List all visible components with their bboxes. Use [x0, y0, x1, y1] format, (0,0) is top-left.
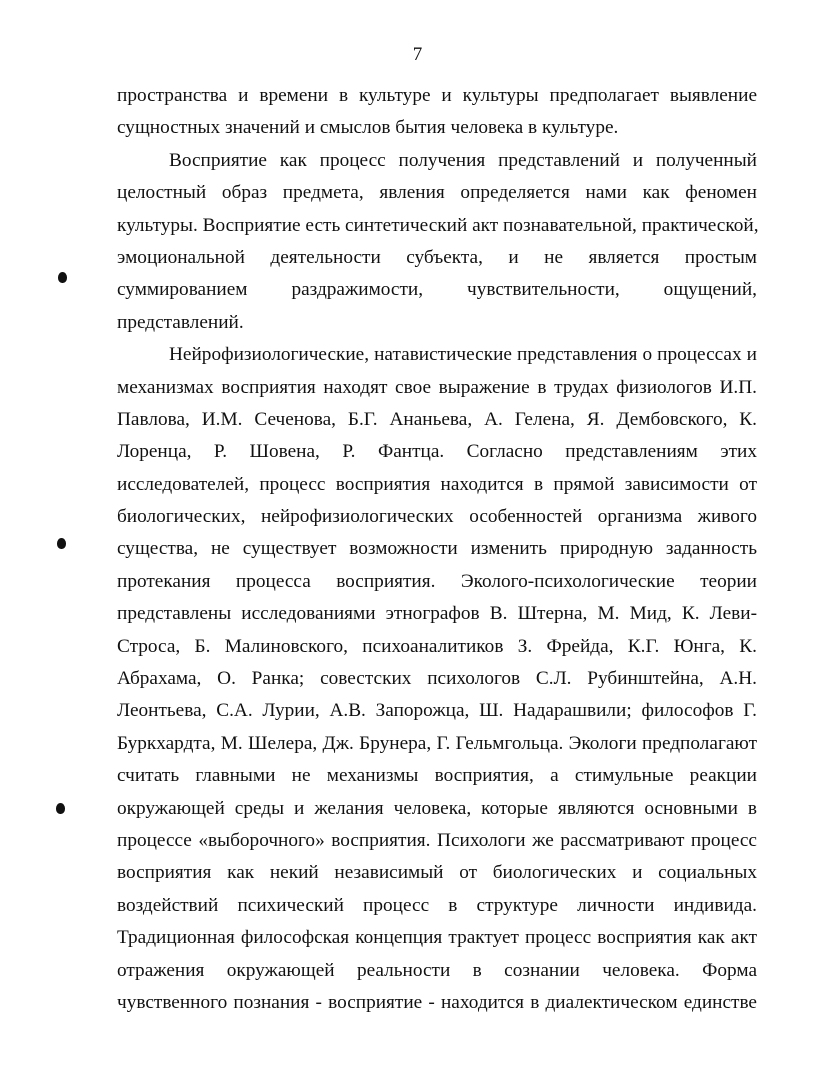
- text-line: представлений.: [117, 311, 244, 333]
- text-line: Восприятие как процесс получения представлений и полученный: [169, 149, 757, 171]
- text-line: биологических, нейрофизиологических особенностей организма живого: [117, 506, 757, 528]
- text-line: Буркхардта, М. Шелера, Дж. Брунера, Г. Гельмгольца. Экологи предполагают: [117, 732, 757, 754]
- text-line: восприятия как некий независимый от биологических и социальных: [117, 862, 757, 884]
- text-line: чувственного познания - восприятие - находится в диалектическом единстве: [117, 991, 757, 1013]
- text-line: протекания процесса восприятия. Эколого-психологические теории: [117, 570, 757, 592]
- page-number: 7: [412, 44, 423, 65]
- text-line: Лоренца, Р. Шовена, Р. Фантца. Согласно представлениям этих: [117, 441, 757, 463]
- text-line: считать главными не механизмы восприятия, а стимульные реакции: [117, 765, 757, 787]
- text-line: Леонтьева, С.А. Лурии, А.В. Запорожца, Ш. Надарашвили; философов Г.: [117, 700, 757, 722]
- body-text: [117, 80, 757, 1019]
- text-line: суммированием раздражимости, чувствительности, ощущений,: [117, 279, 757, 301]
- text-line: окружающей среды и желания человека, которые являются основными в: [117, 797, 757, 819]
- text-line: отражения окружающей реальности в сознании человека. Форма: [117, 959, 757, 981]
- binding-hole-mark: [56, 803, 65, 814]
- binding-hole-mark: [57, 538, 66, 549]
- text-line: Строса, Б. Малиновского, психоаналитиков З. Фрейда, К.Г. Юнга, К.: [117, 635, 757, 657]
- text-line: исследователей, процесс восприятия находится в прямой зависимости от: [117, 473, 757, 495]
- text-line: механизмах восприятия находят свое выражение в трудах физиологов И.П.: [117, 376, 757, 398]
- text-line: пространства и времени в культуре и культуры предполагает выявление: [117, 85, 757, 106]
- text-line: эмоциональной деятельности субъекта, и не является простым: [117, 246, 757, 268]
- text-line: представлены исследованиями этнографов В. Штерна, М. Мид, К. Леви-: [117, 603, 757, 625]
- text-line: Нейрофизиологические, натавистические представления о процессах и: [169, 344, 757, 366]
- text-line: сущностных значений и смыслов бытия человека в культуре.: [117, 117, 619, 139]
- text-line: Традиционная философская концепция трактует процесс восприятия как акт: [117, 927, 757, 949]
- text-line: процессе «выборочного» восприятия. Психологи же рассматривают процесс: [117, 829, 757, 851]
- text-line: существа, не существует возможности изменить природную заданность: [117, 538, 757, 560]
- text-line: целостный образ предмета, явления определяется нами как феномен: [117, 182, 757, 204]
- text-line: воздействий психический процесс в структуре личности индивида.: [117, 894, 757, 916]
- binding-hole-mark: [58, 272, 67, 283]
- text-line: Абрахама, О. Ранка; совестских психологов С.Л. Рубинштейна, А.Н.: [117, 668, 757, 690]
- text-line: Павлова, И.М. Сеченова, Б.Г. Ананьева, А. Гелена, Я. Дембовского, К.: [117, 408, 757, 430]
- text-line: культуры. Восприятие есть синтетический акт познавательной, практической,: [117, 214, 759, 236]
